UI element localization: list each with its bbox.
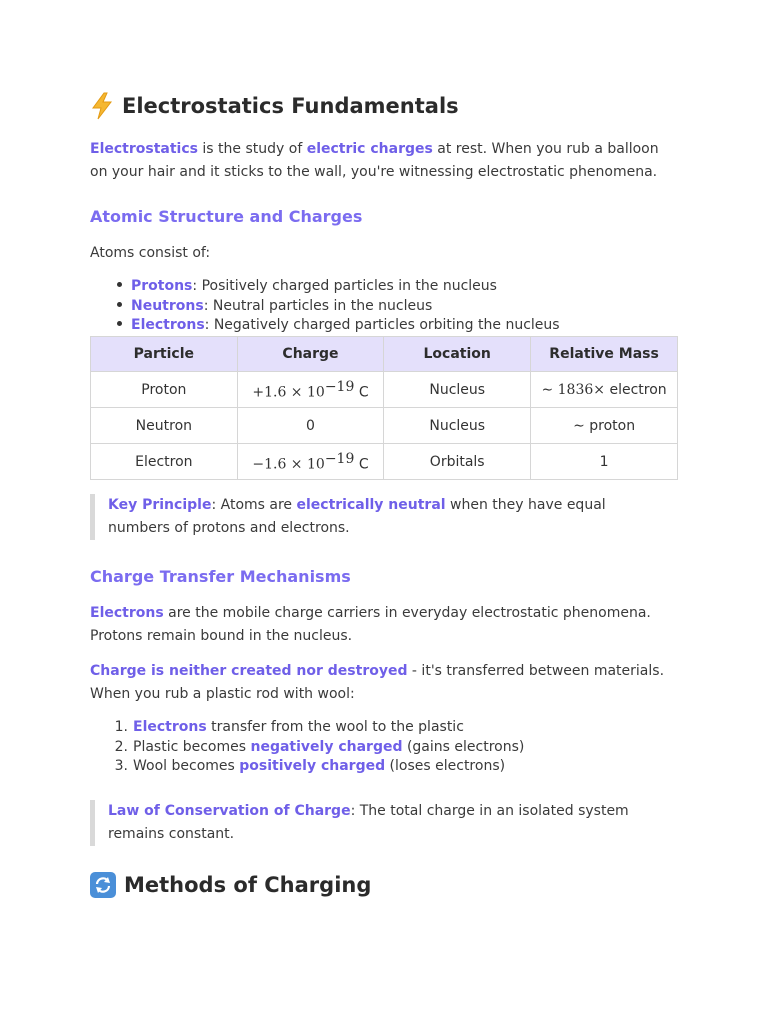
table-cell: ∼ 1836× electron — [531, 372, 678, 408]
heading-charge-transfer: Charge Transfer Mechanisms — [90, 567, 351, 586]
list-item: Electrons: Negatively charged particles orbiting the nucleus — [90, 316, 560, 336]
table-cell: $+1.6 \times 10^{-19}$ C — [237, 372, 384, 408]
list-item: Protons: Positively charged particles in the nucleus — [90, 277, 560, 297]
list-item: 2. Plastic becomes negatively charged (gains electrons) — [114, 738, 525, 755]
term-electrostatics: Electrostatics — [90, 141, 198, 157]
column-header: Relative Mass — [531, 337, 678, 372]
table-cell: 1 — [531, 444, 678, 480]
key-principle-callout: Key Principle: Atoms are electrically neutral when they have equal numbers of protons and electrons. — [90, 494, 668, 540]
table-cell: Nucleus — [384, 408, 531, 444]
table-header-row — [91, 337, 678, 372]
table-cell: 0 — [237, 408, 384, 444]
table-cell: ∼ proton — [531, 408, 678, 444]
table-cell: Electron — [91, 444, 238, 480]
term-electric-charges: electric charges — [306, 141, 433, 157]
table-cell: Neutron — [91, 408, 238, 444]
conservation-law-callout: Law of Conservation of Charge: The total charge in an isolated system remains constant. — [90, 800, 668, 846]
section-title-methods — [90, 872, 371, 898]
column-header: Particle — [91, 337, 238, 372]
column-header: Charge — [237, 337, 384, 372]
list-item: Neutrons: Neutral particles in the nucleus — [90, 297, 560, 317]
callout-term: Key Principle — [108, 497, 212, 513]
table-cell: Orbitals — [384, 444, 531, 480]
callout-term: Law of Conservation of Charge — [108, 803, 351, 819]
particles-table — [90, 336, 678, 480]
intro-paragraph: Electrostatics is the study of electric charges at rest. When you rub a balloon on your hair and it sticks to the wall, you're witnessing electrostatic phenomena. — [90, 141, 659, 180]
section-title-text: Methods of Charging — [124, 873, 372, 897]
column-header: Location — [384, 337, 531, 372]
table-cell: Proton — [91, 372, 238, 408]
table-cell: Nucleus — [384, 372, 531, 408]
page-title-text: Electrostatics Fundamentals — [122, 94, 459, 118]
lightning-bolt-icon — [90, 92, 114, 120]
atoms-consist-text: Atoms consist of: — [90, 245, 211, 261]
table-row — [91, 408, 678, 444]
conservation-paragraph: Charge is neither created nor destroyed - it's transferred between materials. When you rub a plastic rod with wool: — [90, 663, 665, 702]
transfer-steps-list — [90, 718, 524, 777]
electrons-paragraph: Electrons are the mobile charge carriers in everyday electrostatic phenomena. Protons remain bound in the nucleus. — [90, 605, 651, 644]
cycle-arrows-icon — [90, 872, 116, 898]
table-row — [91, 444, 678, 480]
page-title — [90, 92, 459, 120]
table-row — [91, 372, 678, 408]
list-item: 3. Wool becomes positively charged (loses electrons) — [114, 758, 506, 774]
particle-list — [90, 277, 560, 336]
list-item: 1. Electrons transfer from the wool to the plastic — [114, 719, 464, 735]
heading-atomic-structure: Atomic Structure and Charges — [90, 207, 363, 226]
table-cell: $-1.6 \times 10^{-19}$ C — [237, 444, 384, 480]
